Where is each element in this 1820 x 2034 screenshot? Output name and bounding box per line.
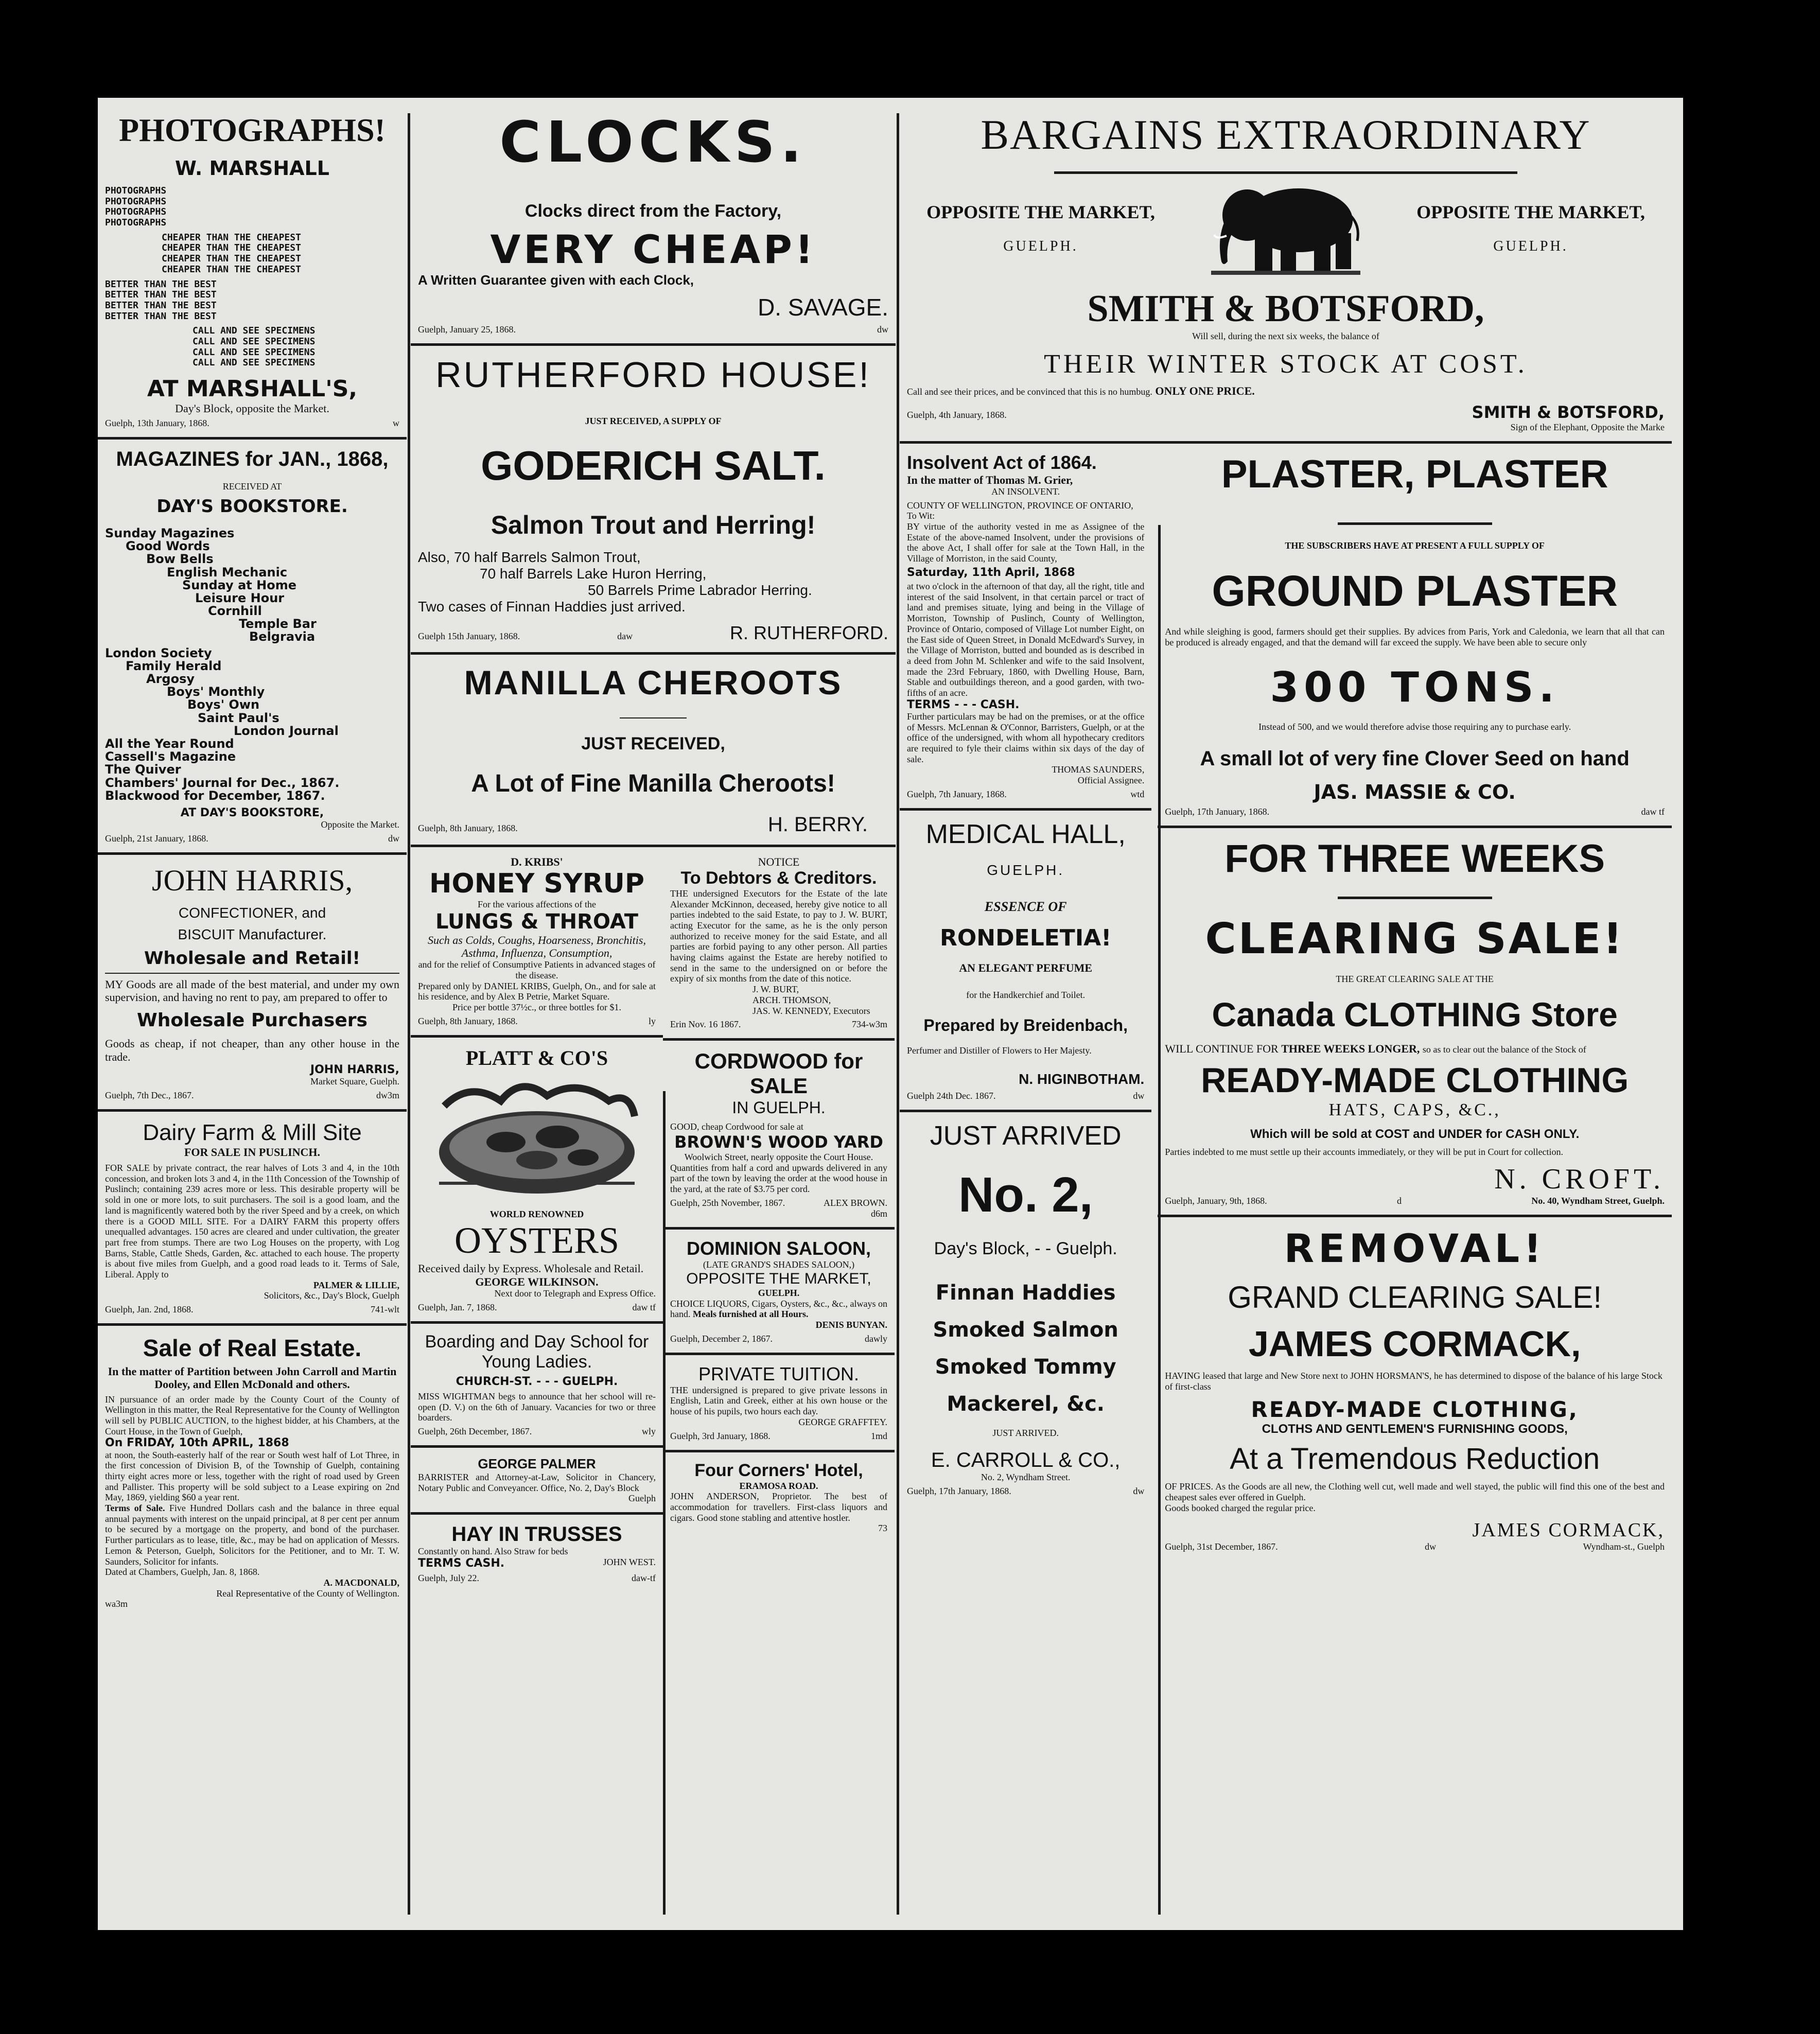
ad-headline: GEORGE PALMER [478,1456,596,1472]
ad-headline: MEDICAL HALL, [925,819,1126,849]
ad-oysters [411,1043,663,1316]
subheading: ERAMOSA ROAD. [739,1480,818,1491]
elephant-icon [1211,179,1360,277]
ad-body: And while sleighing is good, farmers should get their supplies. By advices from Paris, York and Caledonia, we learn that all that can be produced is already engaged, and that the demand will far exceed the supply. We have been able to secure only [1165,626,1665,648]
subheading: PLATT & CO'S [465,1046,608,1069]
date-line: Erin Nov. 16 1867. 734-w3m [670,1019,887,1030]
address: Market Square, Guelph. [310,1076,399,1087]
divider [105,973,399,974]
ad-body: MISS WIGHTMAN begs to announce that her school will re-open (D. V.) on the 6th of January. Vacancies for two or three boarders. [418,1391,656,1423]
shop-name: AT MARSHALL'S, [147,376,358,402]
subheading: GROUND PLASTER [1212,567,1618,616]
divider [411,1035,663,1038]
ad-body: Such as Colds, Coughs, Hoarseness, Bronchitis, Asthma, Influenza, Consumption, [428,933,646,959]
column-3 [900,111,1672,1917]
ad-body: Goods as cheap, if not cheaper, than any other house in the trade. [105,1037,399,1063]
subheading: AN INSOLVENT. [991,486,1060,497]
subheading: VERY CHEAP! [490,226,816,272]
divider [663,1450,895,1452]
column-rule [897,113,899,1915]
ad-removal [1158,1222,1672,1555]
subheading: THE SUBSCRIBERS HAVE AT PRESENT A FULL SUPPLY OF [1285,540,1545,551]
ad-body: Which will be sold at COST and UNDER for CASH ONLY. [1250,1127,1580,1142]
ad-body: for the Handkerchief and Toilet. [966,990,1086,1001]
shop-name: DAY'S BOOKSTORE. [156,496,348,517]
subheading: (LATE GRAND'S SHADES SALOON,) [703,1259,855,1270]
ad-headline: MANILLA CHEROOTS [464,663,843,702]
ad-dairy-farm [98,1117,407,1318]
subheading: 300 TONS. [1270,663,1560,711]
subheading: Salmon Trout and Herring! [491,510,816,539]
divider [411,1512,663,1515]
signature: D. SAVAGE. [758,294,888,321]
subheading: CLEARING SALE! [1205,915,1624,964]
date-line: Guelph, 8th January, 1868. ly [418,1015,656,1026]
ad-sale-real-estate [98,1331,407,1612]
subheading: BROWN'S WOOD YARD [674,1132,883,1152]
ad-photographs [98,111,407,432]
divider [98,852,407,855]
ad-body: Call and see their prices, and be convinced that this is no humbug. ONLY ONE PRICE. [907,384,1255,397]
newspaper-page [98,98,1683,1930]
date-line: Guelph, 13th January, 1868. w [105,418,399,429]
ad-body: Price per bottle 37½c., or three bottles for $1. [452,1002,621,1013]
ad-headline: OYSTERS [454,1220,620,1261]
ad-body: Terms of Sale. Five Hundred Dollars cash and the balance in three equal annual payments with interest on the unpaid principal, at 8 per cent per annum to be secured by a mortgage on the property, and bond of the purchaser. Further particulars as to lease, title, &c., may be had on application of Messrs. Lemon & Peterson, Guelph, Solicitors for the Petitioner, and to Mr. T. W. Saunders, Solicitor for infants. [105,1503,399,1567]
date-line: Guelph, 7th Dec., 1867. dw3m [105,1090,399,1100]
subheading: Saturday, 11th April, 1868 [907,566,1075,579]
ad-body: Parties indebted to me must settle up their accounts immediately, or they will be put in Court for collection. [1165,1147,1564,1158]
location-right: OPPOSITE THE MARKET, GUELPH. [1416,202,1645,254]
subheading: CHURCH-ST. - - - GUELPH. [456,1375,618,1388]
subheading: GRAND CLEARING SALE! [1228,1280,1602,1315]
ad-headline: JOHN HARRIS, [152,863,353,897]
ad-headline: DOMINION SALOON, [687,1238,871,1259]
column-3b [1151,449,1672,1555]
ad-headline: MAGAZINES for JAN., 1868, [116,448,389,471]
ad-code: d6m [870,1208,887,1219]
date-line: Guelph, July 22. daw-tf [418,1573,656,1584]
date-line: Guelph, Jan. 7, 1868. daw tf [418,1302,656,1312]
location-left: OPPOSITE THE MARKET, GUELPH. [926,202,1155,254]
signature: THOMAS SAUNDERS, [1052,764,1145,775]
signature: JAS. MASSIE & CO. [1314,781,1516,804]
ad-headline: RUTHERFORD HOUSE! [435,355,871,395]
subheading: OPPOSITE THE MARKET, [686,1270,871,1288]
signature: N. HIGINBOTHAM. [1019,1071,1145,1088]
ad-headline: JUST ARRIVED [930,1121,1122,1151]
ad-body: COUNTY OF WELLINGTON, PROVINCE OF ONTARIO, To Wit: [907,500,1133,521]
divider [1158,826,1672,828]
date-line: Guelph, 3rd January, 1868. 1md [670,1430,887,1441]
advertiser-name: W. MARSHALL [175,157,329,180]
address: Woolwich Street, nearly opposite the Court House. [684,1151,873,1162]
ad-body: Instead of 500, and we would therefore advise those requiring any to purchase early. [1258,721,1571,732]
ad-magazines [98,445,407,847]
subheading: ESSENCE OF [984,899,1067,914]
signature: E. CARROLL & CO., [931,1449,1121,1472]
ad-headline: PHOTOGRAPHS! [119,112,386,148]
ad-body: Prepared only by DANIEL KRIBS, Guelph, On., and for sale at his residence, and by Alex B Petrie, Market Square. [418,980,656,1002]
subheading: Clocks direct from the Factory, [524,201,782,221]
column-2b [663,852,895,1587]
ad-body: Constantly on hand. Also Straw for beds [418,1546,568,1557]
date-line: Guelph, 26th December, 1867. wly [418,1426,656,1437]
column-rule [408,113,410,1915]
column-3a [900,449,1151,1555]
subheading: IN GUELPH. [732,1098,826,1117]
ad-body: JOHN ANDERSON, Proprietor. The best of accommodation for travellers. First-class liquors and cigars. Good stone stabling and attentive hostler. [670,1491,887,1523]
subheading: READY-MADE CLOTHING, [1251,1397,1579,1423]
divider [1338,522,1492,525]
subheading: READY-MADE CLOTHING [1201,1061,1629,1100]
subheading: FOR SALE IN PUSLINCH. [184,1145,321,1159]
signature: JAMES CORMACK, [1472,1519,1665,1541]
divider [411,845,896,847]
ad-body: OF PRICES. As the Goods are all new, the Clothing well cut, well made and well stayed, the public will find this one of the best and cheapest sales ever offered in Guelph. [1165,1481,1665,1503]
date-line: Guelph, 21st January, 1868. dw [105,833,399,844]
signature: PALMER & LILLIE, [313,1279,399,1290]
subheading: Canada CLOTHING Store [1212,995,1618,1034]
signature: N. CROFT. [1494,1163,1665,1196]
ad-body: Goods booked charged the regular price. [1165,1502,1316,1513]
ad-private-tuition [663,1360,895,1445]
divider [411,652,896,655]
subheading: GODERICH SALT. [481,442,826,488]
subheading: WORLD RENOWNED [489,1208,584,1219]
subheading: THE GREAT CLEARING SALE AT THE [1336,974,1494,985]
repeat-line: PHOTOGRAPHS PHOTOGRAPHS PHOTOGRAPHS PHOTOGRAPHS [105,185,167,229]
ad-body: HAVING leased that large and New Store next to JOHN HORSMAN'S, he has determined to dispose of the balance of his large Stock of first-class [1165,1371,1662,1392]
dateline: Dated at Chambers, Guelph, Jan. 8, 1868. [105,1567,260,1577]
address: Day's Block, opposite the Market. [175,402,329,415]
terms-line: TERMS CASH. JOHN WEST. [418,1556,656,1570]
ad-body: Will sell, during the next six weeks, the balance of [1192,331,1379,341]
subheading: RONDELETIA! [940,924,1112,951]
subheading: AN ELEGANT PERFUME [959,961,1093,974]
divider [900,441,1672,444]
ad-cordwood [663,1046,895,1222]
divider [411,1445,663,1448]
ad-body: THE undersigned Executors for the Estate of the late Alexander McKinnon, deceased, hereby give notice to all parties indebted to the said Estate, to pay to J. W. BURT, acting Executor for the same, as he is the only person authorized to receive money for the said Estate, and all parties are forbid paying to any other person. All parties having claims against the Estate are hereby notified to send in the same to the undersigned on or before the expiry of six months from the date of this notice. [670,888,887,984]
subheading: CONFECTIONER, and [178,904,326,921]
subheading: Wholesale Purchasers [137,1010,367,1031]
ad-dominion-saloon [663,1235,895,1347]
subheading: A small lot of very fine Clover Seed on hand [1200,747,1630,770]
divider [1054,171,1517,174]
ad-boarding-school [411,1329,663,1440]
ad-headline: Boarding and Day School for Young Ladies. [425,1331,649,1372]
ad-body: THE undersigned is prepared to give private lessons in English, Latin and Greek, either at his own house or the house of his pupils, two hours each day. [670,1384,887,1417]
divider [98,1323,407,1326]
ad-insolvent-act [900,449,1151,803]
ad-medical-hall [900,816,1151,1105]
ad-headline: CORDWOOD for SALE [694,1049,863,1098]
ad-hay [411,1520,663,1587]
ad-headline: HAY IN TRUSSES [451,1523,622,1546]
item-list: Finnan Haddies Smoked Salmon Smoked Tommy Mackerel, &c. [933,1281,1118,1416]
subheading: Prepared by Breidenbach, [923,1015,1128,1034]
ad-george-palmer [411,1453,663,1507]
subheading: D. KRIBS' [511,855,563,868]
ad-code: 73 [878,1523,887,1534]
divider [98,437,407,440]
divider [98,1109,407,1112]
ad-honey-syrup [411,852,663,1030]
ad-body: and for the relief of Consumptive Patients in advanced stages of the disease. [418,959,656,980]
divider [411,343,896,346]
date-line: Guelph, January, 9th, 1868. d No. 40, Wyndham Street, Guelph. [1165,1196,1665,1206]
subheading: TERMS - - - CASH. [907,698,1020,711]
signature: DENIS BUNYAN. [815,1320,887,1330]
ad-body: IN pursuance of an order made by the County Court of the County of Wellington in this matter, the Real Representative for the County of Wellington will sell by PUBLIC AUCTION, to the highest bidder, at his Chambers, at the Court House, in the Town of Guelph, [105,1394,399,1436]
date-line: Guelph, 17th January, 1868. dw [907,1485,1145,1496]
repeat-line: CHEAPER THAN THE CHEAPEST CHEAPER THAN THE CHEAPEST CHEAPER THAN THE CHEAPEST CHEAPER THAN THE CHEAPEST [162,232,301,275]
column-2-lower [411,852,896,1587]
subheading: JAMES CORMACK, [1248,1324,1581,1364]
signature-role: Real Representative of the County of Wellington. [216,1588,399,1599]
ad-four-corners-hotel [663,1458,895,1537]
divider [1158,1215,1672,1217]
subheading: Wholesale and Retail! [144,948,361,969]
date-line: Guelph 24th Dec. 1867. dw [907,1091,1145,1101]
subheading: RECEIVED AT [222,481,282,492]
subheading: In the matter of Partition between John Carroll and Martin Dooley, and Ellen McDonald and others. [108,1365,397,1391]
ad-body: MY Goods are all made of the best material, and under my own supervision, and having no rent to pay, am prepared to offer to [105,977,399,1004]
divider [411,1321,663,1324]
ad-body: CHOICE LIQUORS, Cigars, Oysters, &c., &c., always on hand. Meals furnished at all Hours. [670,1298,887,1320]
ad-headline: BARGAINS EXTRAORDINARY [981,111,1591,158]
divider [900,808,1151,811]
address: Solicitors, &c., Day's Block, Guelph [264,1290,399,1301]
ad-body: Further particulars may be had on the premises, or at the office of Messrs. McLennan & O'Connor, Barristers, Guelph, or at the office of the undersigned, with whom all hypothecary creditors are required to fyle their claims within six days of the day of sale. [907,711,1145,764]
subheading: HATS, CAPS, &C., [1328,1100,1501,1120]
ad-manilla-cheroots [411,660,896,839]
elephant-banner [907,179,1665,277]
divider [900,1110,1151,1112]
subheading: GUELPH. [758,1288,800,1299]
ad-clocks [411,111,896,338]
subheading: THEIR WINTER STOCK AT COST. [1044,349,1528,379]
ad-plaster [1158,449,1672,821]
date-line: Guelph, 17th January, 1868. daw tf [1165,806,1665,817]
subheading: NOTICE [758,855,800,868]
divider [620,717,687,718]
subheading: In the matter of Thomas M. Grier, [907,473,1073,486]
ad-body: Received daily by Express. Wholesale and Retail. [418,1262,644,1275]
ad-just-arrived [900,1117,1151,1499]
ad-headline: Sale of Real Estate. [143,1335,362,1362]
column-3-lower [900,449,1672,1555]
ad-headline: Four Corners' Hotel, [694,1460,863,1480]
ad-headline: Dairy Farm & Mill Site [143,1119,362,1145]
ad-body: at noon, the South-easterly half of the rear or South west half of Lot Three, in the first concession of Division B, of the Township of Guelph, containing thirty eight acres more or less, together with the right of road used by Green and Pallister. This property will be sold subject to a Lease expiring on 2nd May, 1869, yielding $60 a year rent. [105,1449,399,1503]
ad-headline: To Debtors & Creditors. [680,868,877,888]
address: Sign of the Elephant, Opposite the Marke [1510,422,1665,432]
address: Opposite the Market. [321,819,399,830]
signature: GEORGE GRAFFTEY. [798,1416,887,1427]
signature: A. MACDONALD, [323,1577,399,1588]
ad-bargains-extraordinary [900,111,1672,436]
ad-headline: PLASTER, PLASTER [1221,452,1608,496]
ad-body: Also, 70 half Barrels Salmon Trout, 70 half Barrels Lake Huron Herring, 50 Barrels Prime Labrador Herring. Two cases of Finnan Haddies just arrived. [418,549,812,615]
signature-role: Official Assignee. [1077,775,1145,786]
ad-body: FOR SALE by private contract, the rear halves of Lots 3 and 4, in the 10th concession, and broken lots 3 and 4, in the 11th Concession of the Township of Puslinch; containing 239 acres more or less. This desirable property will be sold in one or more lots, to suit purchasers. The soil is a good loam, and the land is magnificently watered both by the river Speed and by a creek, on which there is a GOOD MILL SITE. For a DAIRY FARM this property offers unequalled advantages. 150 acres are cleared and under cultivation, the greater part free from stumps. There are two Log Houses on the property, with Log Barns, Stable, Cattle Sheds, Garden, &c. attached to each house. The property is about five miles from Guelph, and a good road leads to it. Terms of Sale, Liberal. Apply to [105,1163,399,1279]
divider [663,1038,895,1041]
ad-body: Quantities from half a cord and upwards delivered in any part of the town by leaving the order at the wood house in the yard, at the rate of $3.75 per cord. [670,1162,887,1194]
address: Guelph [628,1493,656,1504]
date-line: Guelph, Jan. 2nd, 1868. 741-wlt [105,1304,399,1315]
ad-body: A Written Guarantee given with each Clock, [418,272,694,288]
ad-headline: HONEY SYRUP [429,868,644,899]
shop-name: AT DAY'S BOOKSTORE, [180,806,324,819]
ad-headline: FOR THREE WEEKS [1224,837,1605,881]
address: Day's Block, - - Guelph. [934,1239,1117,1259]
date-line: Guelph, 7th January, 1868. wtd [907,788,1145,799]
divider [663,1353,895,1355]
ad-headline: PRIVATE TUITION. [698,1363,860,1384]
date-line: Guelph, 31st December, 1867. dw Wyndham-st., Guelph [1165,1541,1665,1552]
ad-body: WILL CONTINUE FOR THREE WEEKS LONGER, so as to clear out the balance of the Stock of [1165,1042,1586,1056]
divider [1338,897,1492,899]
column-2a [411,852,663,1587]
repeat-line: CALL AND SEE SPECIMENS CALL AND SEE SPECIMENS CALL AND SEE SPECIMENS CALL AND SEE SPECIMENS [192,325,316,369]
ad-headline: Insolvent Act of 1864. [907,451,1097,473]
ad-body: at two o'clock in the afternoon of that day, all the right, title and interest of the said Insolvent, in that certain parcel or tract of land and premises situate, lying and being in the Village of Morriston, Township of Puslinch, County of Wellington, Province of Ontario, composed of Village Lot number Eight, on the East side of Queen Street, in Donald McEdward's Survey, in the Village of Morriston, butted and bounded as is described in a deed from John M. Schlenker and wife to the said Insolvent, made the 23rd February, 1860, with Dwelling House, Barn, Stable and outbuildings thereon, and a good garden, with two-fifths of an acre. [907,581,1145,698]
address: No. 2, Wyndham Street. [981,1472,1071,1483]
subheading: CLOTHS AND GENTLEMEN'S FURNISHING GOODS, [1262,1422,1568,1436]
signature: GEORGE WILKINSON. [475,1275,599,1288]
date-line: Guelph, January 25, 1868. dw [418,324,888,335]
ad-body: GOOD, cheap Cordwood for sale at [670,1121,803,1132]
repeat-line: BETTER THAN THE BEST BETTER THAN THE BEST BETTER THAN THE BEST BETTER THAN THE BEST [105,278,217,322]
subheading: On FRIDAY, 10th APRIL, 1868 [105,1436,289,1450]
ad-body: BY virtue of the authority vested in me as Assignee of the Estate of the above-named Insolvent, under the provisions of the above Act, I shall offer for sale at the Town Hall, in the Village of Morriston, in the said County, [907,521,1145,564]
column-2 [411,111,896,1917]
signature: JOHN HARRIS, [310,1063,399,1076]
ad-headline: REMOVAL! [1284,1225,1546,1272]
date-line: Guelph, 4th January, 1868. SMITH & BOTSFORD, [907,402,1665,422]
ad-body: Perfumer and Distiller of Flowers to Her Majesty. [907,1045,1092,1056]
magazine-list: Sunday Magazines Good Words Bow Bells English Mechanic Sunday at Home Leisure Hour Cornhill Temple Bar Belgravia London Society Family Herald Argosy Boys' Monthly Boys' Own Saint Paul's London Journal All the Year Round Cassell's Magazine The Quiver Chambers' Journal for Dec., 1867. Blackwood for December, 1867. [105,525,340,803]
date-line: Guelph, 25th November, 1867. ALEX BROWN. [670,1197,887,1208]
ad-three-weeks-clearing [1158,833,1672,1209]
ad-headline: CLOCKS. [499,111,807,175]
subheading: GUELPH. [987,862,1065,878]
ad-notice-debtors [663,852,895,1033]
subheading: A Lot of Fine Manilla Cheroots! [471,769,835,797]
subheading: JUST ARRIVED. [992,1428,1059,1439]
date-line: Guelph, December 2, 1867. dawly [670,1333,887,1344]
oyster-plate-illustration [429,1075,645,1204]
address: Next door to Telegraph and Express Office. [494,1288,656,1299]
ad-rutherford-house [411,351,896,647]
subheading: JUST RECEIVED, A SUPPLY OF [585,416,722,426]
ad-body: For the various affections of the [477,899,597,909]
subheading: LUNGS & THROAT [435,909,639,934]
subheading: BISCUIT Manufacturer. [178,926,327,942]
column-1 [98,111,407,1917]
subheading: SMITH & BOTSFORD, [1087,288,1484,330]
divider [663,1227,895,1230]
date-line: Guelph, 8th January, 1868. H. BERRY. [418,813,868,836]
date-line: Guelph 15th January, 1868. daw R. RUTHERFORD. [418,622,888,643]
subheading: JUST RECEIVED, [581,733,725,753]
ad-code: wa3m [105,1599,128,1609]
subheading: At a Tremendous Reduction [1230,1442,1600,1476]
ad-john-harris [98,860,407,1104]
executor-names: J. W. BURT, ARCH. THOMSON, JAS. W. KENNEDY, Executors [752,984,870,1016]
subheading: No. 2, [958,1167,1093,1223]
ad-body: BARRISTER and Attorney-at-Law, Solicitor in Chancery, Notary Public and Conveyancer. Office, No. 2, Day's Block [418,1472,656,1493]
